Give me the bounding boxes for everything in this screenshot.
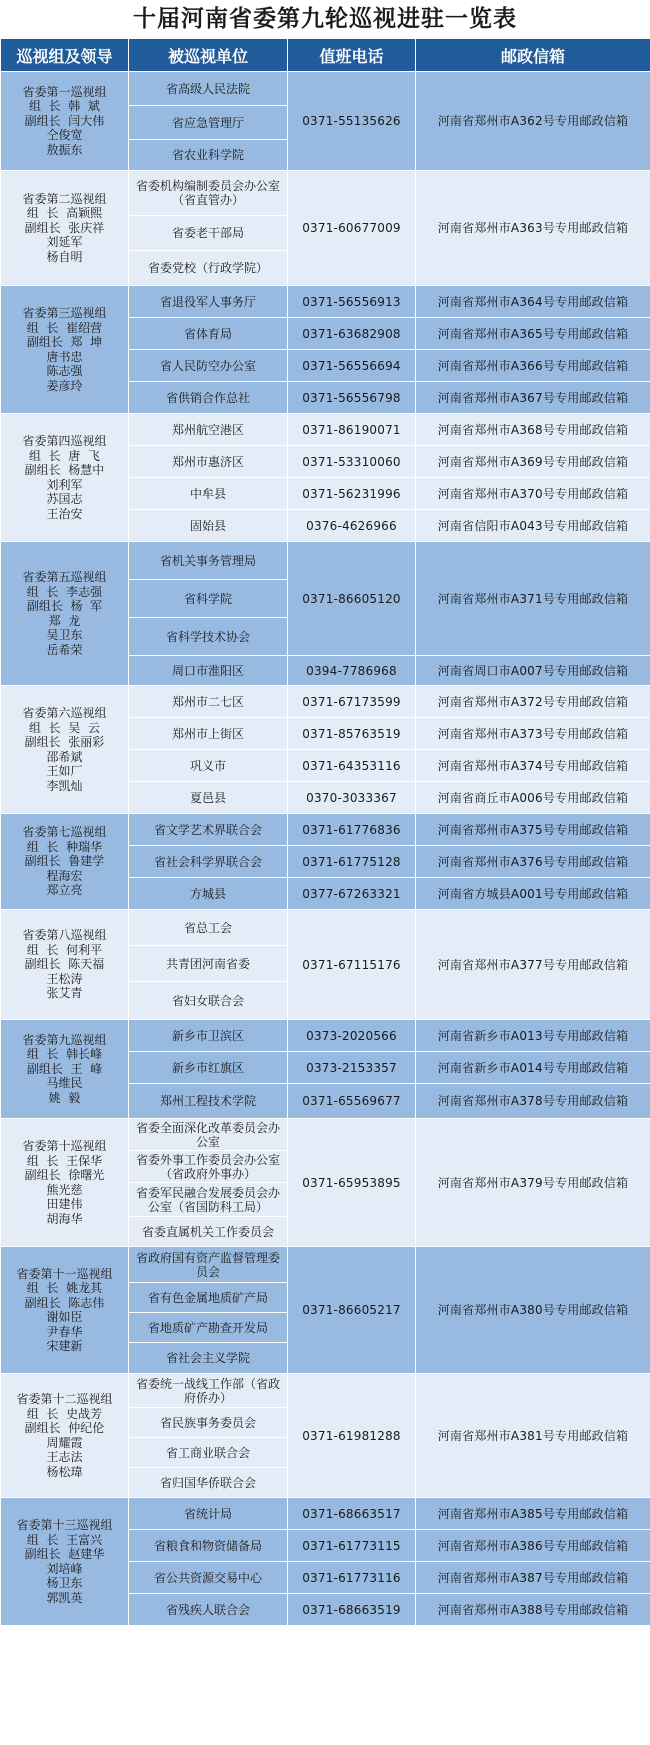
duty-phone: 0371-61776836	[288, 814, 416, 846]
postal-box: 河南省郑州市A364号专用邮政信箱	[416, 286, 650, 318]
postal-box: 河南省郑州市A386号专用邮政信箱	[416, 1530, 650, 1562]
group-leaders: 省委第七巡视组 组 长 种瑞华 副组长 鲁建学 程海宏 郑立亮	[1, 814, 129, 910]
inspected-unit: 省粮食和物资储备局	[129, 1530, 288, 1562]
inspected-unit: 新乡市卫滨区	[129, 1020, 288, 1052]
table-row	[1, 1498, 650, 1530]
postal-box: 河南省郑州市A373号专用邮政信箱	[416, 718, 650, 750]
postal-box: 河南省郑州市A376号专用邮政信箱	[416, 846, 650, 878]
inspected-unit: 省科学技术协会	[129, 618, 288, 656]
inspected-unit: 省委军民融合发展委员会办公室（省国防科工局）	[129, 1183, 288, 1217]
inspected-unit: 省科学院	[129, 580, 288, 618]
inspected-unit: 省高级人民法院	[129, 72, 288, 106]
duty-phone: 0371-55135626	[288, 72, 416, 171]
group-leaders: 省委第八巡视组 组 长 何利平 副组长 陈天福 王松涛 张艾青	[1, 910, 129, 1020]
inspected-unit: 省农业科学院	[129, 140, 288, 171]
table-row	[1, 542, 650, 580]
inspected-unit: 省残疾人联合会	[129, 1594, 288, 1626]
postal-box: 河南省郑州市A372号专用邮政信箱	[416, 686, 650, 718]
duty-phone: 0371-65953895	[288, 1119, 416, 1247]
group-leaders: 省委第六巡视组 组 长 吴 云 副组长 张丽彩 邵希斌 王如厂 李凯灿	[1, 686, 129, 814]
table-row	[1, 1020, 650, 1052]
duty-phone: 0376-4626966	[288, 510, 416, 542]
duty-phone: 0371-68663519	[288, 1594, 416, 1626]
group-leaders: 省委第一巡视组 组 长 韩 斌 副组长 闫大伟 仝俊宽 敖振东	[1, 72, 129, 171]
inspected-unit: 省文学艺术界联合会	[129, 814, 288, 846]
inspected-unit: 省社会科学界联合会	[129, 846, 288, 878]
inspected-unit: 省社会主义学院	[129, 1343, 288, 1374]
duty-phone: 0371-61775128	[288, 846, 416, 878]
duty-phone: 0371-56556694	[288, 350, 416, 382]
inspected-unit: 郑州工程技术学院	[129, 1084, 288, 1119]
postal-box: 河南省新乡市A013号专用邮政信箱	[416, 1020, 650, 1052]
duty-phone: 0371-86605217	[288, 1247, 416, 1374]
inspected-unit: 省应急管理厅	[129, 106, 288, 140]
inspected-unit: 省机关事务管理局	[129, 542, 288, 580]
postal-box: 河南省郑州市A362号专用邮政信箱	[416, 72, 650, 171]
inspected-unit: 省委机构编制委员会办公室（省直管办）	[129, 171, 288, 216]
table-row	[1, 1247, 650, 1283]
group-leaders: 省委第十二巡视组 组 长 史战芳 副组长 仲纪伦 周耀霞 王志法 杨松瑋	[1, 1374, 129, 1498]
group-leaders: 省委第九巡视组 组 长 韩长峰 副组长 王 峰 马维民 姚 毅	[1, 1020, 129, 1119]
group-leaders: 省委第十巡视组 组 长 王保华 副组长 徐曙光 熊光慈 田建伟 胡海华	[1, 1119, 129, 1247]
inspected-unit: 省退役军人事务厅	[129, 286, 288, 318]
postal-box: 河南省郑州市A377号专用邮政信箱	[416, 910, 650, 1020]
header-duty-phone: 值班电话	[288, 39, 416, 72]
inspected-unit: 周口市淮阳区	[129, 656, 288, 686]
inspected-unit: 省体育局	[129, 318, 288, 350]
table-row	[1, 910, 650, 946]
duty-phone: 0371-67173599	[288, 686, 416, 718]
postal-box: 河南省新乡市A014号专用邮政信箱	[416, 1052, 650, 1084]
inspected-unit: 郑州市上街区	[129, 718, 288, 750]
page-title: 十届河南省委第九轮巡视进驻一览表	[133, 6, 517, 32]
postal-box: 河南省商丘市A006号专用邮政信箱	[416, 782, 650, 814]
inspected-unit: 省总工会	[129, 910, 288, 946]
table-row	[1, 72, 650, 106]
table-row	[1, 686, 650, 718]
duty-phone: 0373-2020566	[288, 1020, 416, 1052]
inspected-unit: 省委党校（行政学院）	[129, 251, 288, 286]
inspected-unit: 中牟县	[129, 478, 288, 510]
header-inspected-unit: 被巡视单位	[129, 39, 288, 72]
inspected-unit: 夏邑县	[129, 782, 288, 814]
inspected-unit: 省供销合作总社	[129, 382, 288, 414]
inspected-unit: 郑州市惠济区	[129, 446, 288, 478]
duty-phone: 0371-61981288	[288, 1374, 416, 1498]
duty-phone: 0373-2153357	[288, 1052, 416, 1084]
postal-box: 河南省周口市A007号专用邮政信箱	[416, 656, 650, 686]
inspected-unit: 省工商业联合会	[129, 1438, 288, 1468]
duty-phone: 0371-61773115	[288, 1530, 416, 1562]
inspected-unit: 省有色金属地质矿产局	[129, 1283, 288, 1313]
table-row	[1, 414, 650, 446]
duty-phone: 0371-56231996	[288, 478, 416, 510]
header-inspection-group: 巡视组及领导	[1, 39, 129, 72]
postal-box: 河南省郑州市A365号专用邮政信箱	[416, 318, 650, 350]
inspected-unit: 固始县	[129, 510, 288, 542]
duty-phone: 0377-67263321	[288, 878, 416, 910]
duty-phone: 0371-67115176	[288, 910, 416, 1020]
postal-box: 河南省郑州市A387号专用邮政信箱	[416, 1562, 650, 1594]
duty-phone: 0371-86190071	[288, 414, 416, 446]
duty-phone: 0371-68663517	[288, 1498, 416, 1530]
postal-box: 河南省郑州市A369号专用邮政信箱	[416, 446, 650, 478]
header-postal-box: 邮政信箱	[416, 39, 650, 72]
postal-box: 河南省郑州市A385号专用邮政信箱	[416, 1498, 650, 1530]
inspected-unit: 省妇女联合会	[129, 982, 288, 1020]
inspected-unit: 方城县	[129, 878, 288, 910]
duty-phone: 0371-64353116	[288, 750, 416, 782]
postal-box: 河南省郑州市A367号专用邮政信箱	[416, 382, 650, 414]
inspected-unit: 巩义市	[129, 750, 288, 782]
postal-box: 河南省郑州市A378号专用邮政信箱	[416, 1084, 650, 1119]
postal-box: 河南省郑州市A371号专用邮政信箱	[416, 542, 650, 656]
table-row	[1, 171, 650, 216]
duty-phone: 0371-53310060	[288, 446, 416, 478]
inspected-unit: 省民族事务委员会	[129, 1408, 288, 1438]
group-leaders: 省委第四巡视组 组 长 唐 飞 副组长 杨慧中 刘利军 苏国志 王治安	[1, 414, 129, 542]
table-row	[1, 1119, 650, 1151]
duty-phone: 0371-65569677	[288, 1084, 416, 1119]
postal-box: 河南省郑州市A381号专用邮政信箱	[416, 1374, 650, 1498]
inspected-unit: 省委直属机关工作委员会	[129, 1217, 288, 1247]
inspected-unit: 省人民防空办公室	[129, 350, 288, 382]
duty-phone: 0394-7786968	[288, 656, 416, 686]
duty-phone: 0371-63682908	[288, 318, 416, 350]
postal-box: 河南省方城县A001号专用邮政信箱	[416, 878, 650, 910]
duty-phone: 0371-86605120	[288, 542, 416, 656]
duty-phone: 0370-3033367	[288, 782, 416, 814]
duty-phone: 0371-56556913	[288, 286, 416, 318]
group-leaders: 省委第五巡视组 组 长 李志强 副组长 杨 军 郑 龙 吴卫东 岳希荣	[1, 542, 129, 686]
inspected-unit: 省委外事工作委员会办公室（省政府外事办）	[129, 1151, 288, 1183]
group-leaders: 省委第十三巡视组 组 长 王富兴 副组长 赵建华 刘培峰 杨卫东 郭凯英	[1, 1498, 129, 1626]
postal-box: 河南省郑州市A366号专用邮政信箱	[416, 350, 650, 382]
postal-box: 河南省郑州市A374号专用邮政信箱	[416, 750, 650, 782]
group-leaders: 省委第十一巡视组 组 长 姚龙其 副组长 陈志伟 谢如臣 尹春华 宋建新	[1, 1247, 129, 1374]
inspected-unit: 郑州航空港区	[129, 414, 288, 446]
inspected-unit: 郑州市二七区	[129, 686, 288, 718]
inspected-unit: 省地质矿产勘查开发局	[129, 1313, 288, 1343]
inspected-unit: 省公共资源交易中心	[129, 1562, 288, 1594]
inspected-unit: 共青团河南省委	[129, 946, 288, 982]
table-row	[1, 814, 650, 846]
inspected-unit: 省委统一战线工作部（省政府侨办）	[129, 1374, 288, 1408]
inspected-unit: 省政府国有资产监督管理委员会	[129, 1247, 288, 1283]
inspected-unit: 省委老干部局	[129, 216, 288, 251]
postal-box: 河南省郑州市A380号专用邮政信箱	[416, 1247, 650, 1374]
inspected-unit: 新乡市红旗区	[129, 1052, 288, 1084]
postal-box: 河南省郑州市A375号专用邮政信箱	[416, 814, 650, 846]
duty-phone: 0371-56556798	[288, 382, 416, 414]
postal-box: 河南省郑州市A370号专用邮政信箱	[416, 478, 650, 510]
postal-box: 河南省郑州市A368号专用邮政信箱	[416, 414, 650, 446]
inspected-unit: 省统计局	[129, 1498, 288, 1530]
duty-phone: 0371-85763519	[288, 718, 416, 750]
table-row	[1, 286, 650, 318]
postal-box: 河南省郑州市A388号专用邮政信箱	[416, 1594, 650, 1626]
duty-phone: 0371-60677009	[288, 171, 416, 286]
inspection-table	[0, 38, 650, 1626]
group-leaders: 省委第三巡视组 组 长 崔绍营 副组长 郑 坤 唐书忠 陈志强 姜彦玲	[1, 286, 129, 414]
group-leaders: 省委第二巡视组 组 长 高颖熙 副组长 张庆祥 刘延军 杨自明	[1, 171, 129, 286]
table-row	[1, 1374, 650, 1408]
postal-box: 河南省信阳市A043号专用邮政信箱	[416, 510, 650, 542]
inspected-unit: 省委全面深化改革委员会办公室	[129, 1119, 288, 1151]
inspected-unit: 省归国华侨联合会	[129, 1468, 288, 1498]
postal-box: 河南省郑州市A363号专用邮政信箱	[416, 171, 650, 286]
postal-box: 河南省郑州市A379号专用邮政信箱	[416, 1119, 650, 1247]
duty-phone: 0371-61773116	[288, 1562, 416, 1594]
table-header-row	[1, 39, 650, 72]
